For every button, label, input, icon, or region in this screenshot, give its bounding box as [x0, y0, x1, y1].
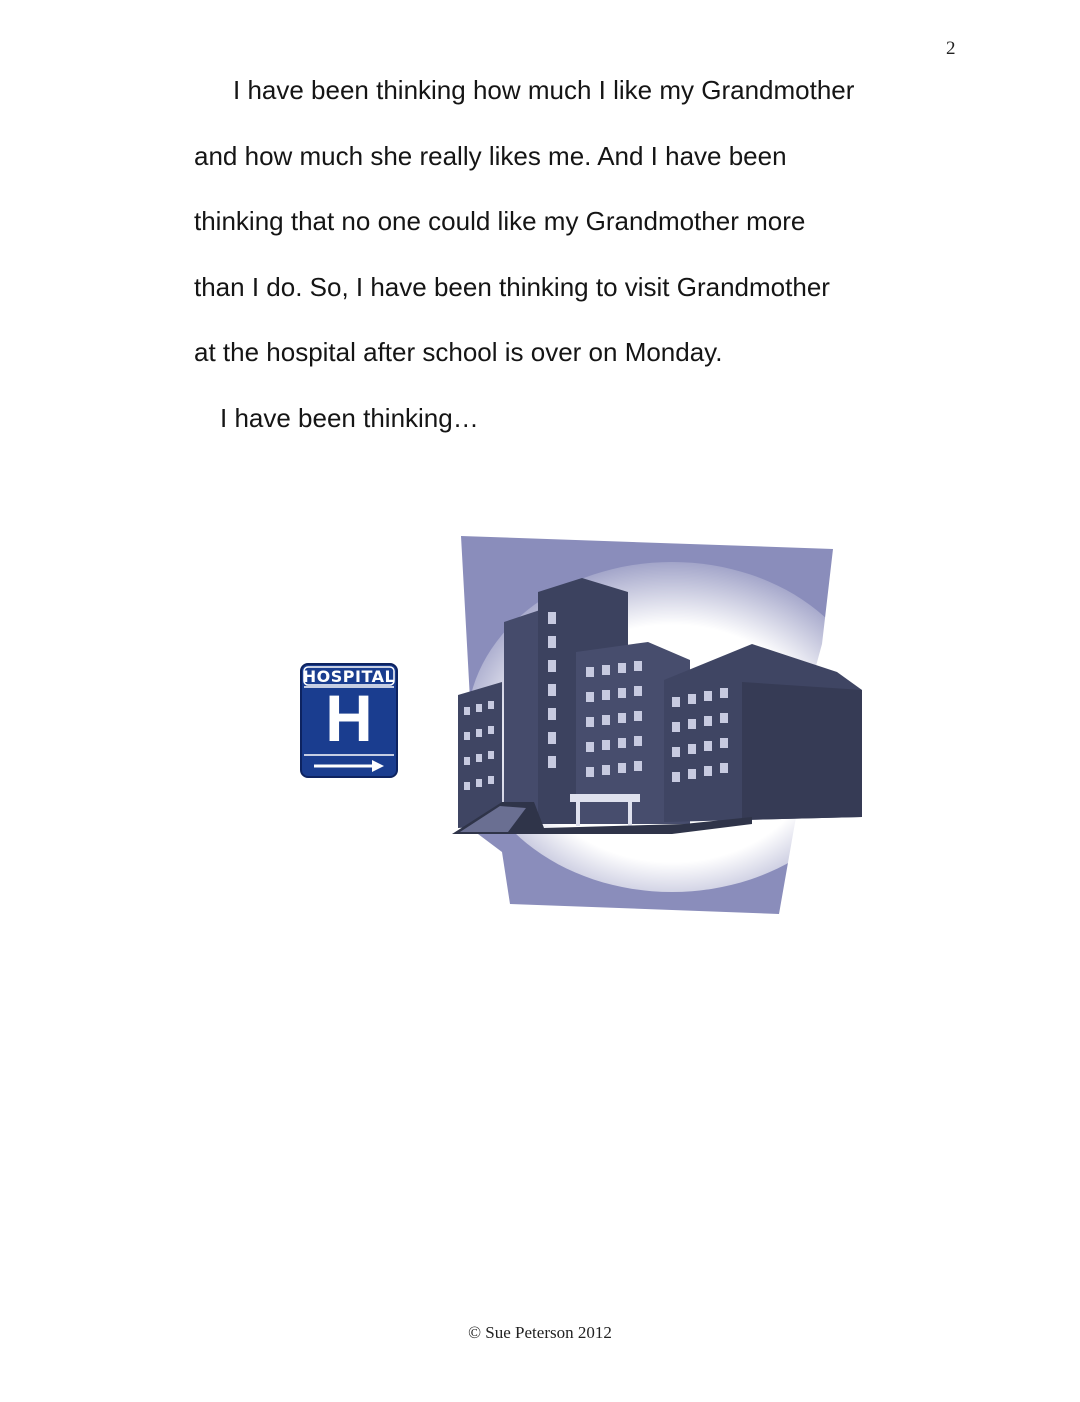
story-text — [194, 58, 954, 451]
page-number: 2 — [946, 38, 956, 59]
story-line: thinking that no one could like my Grandmother more — [194, 206, 806, 236]
hospital-building-illustration — [452, 532, 866, 918]
copyright-footer: © Sue Peterson 2012 — [468, 1323, 612, 1342]
story-line: I have been thinking how much I like my Grandmother — [233, 75, 855, 105]
hospital-building-icon — [452, 532, 866, 918]
hospital-sign-letter: H — [325, 681, 373, 755]
story-line: and how much she really likes me. And I have been — [194, 140, 787, 171]
story-line: than I do. So, I have been thinking to visit Grandmother — [194, 271, 830, 302]
hospital-sign — [300, 663, 398, 778]
story-line: I have been thinking… — [220, 402, 479, 433]
story-line: at the hospital after school is over on Monday. — [194, 337, 723, 367]
hospital-sign-label: HOSPITAL — [302, 667, 396, 686]
